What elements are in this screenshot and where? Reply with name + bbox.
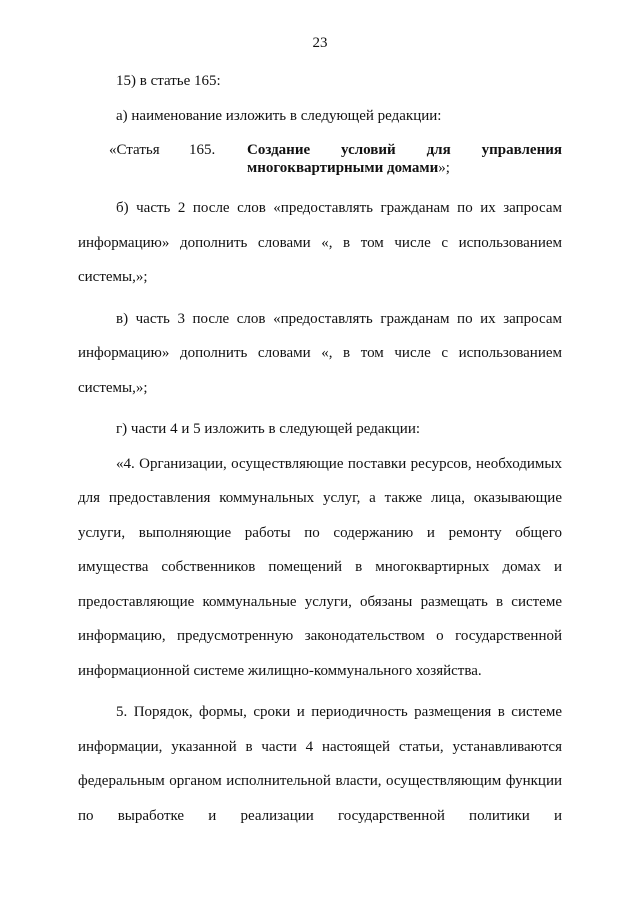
paragraph-subitem-a: а) наименование изложить в следующей редакции:	[116, 107, 442, 124]
paragraph-subitem-v: в) часть 3 после слов «предоставлять гражданам по их запросам информацию» дополнить словами «, в том числе с использованием системы,»;	[78, 310, 562, 396]
paragraph-subitem-b: б) часть 2 после слов «предоставлять гражданам по их запросам информацию» дополнить словами «, в том числе с использованием системы,»;	[78, 200, 562, 285]
article-heading-title	[247, 141, 562, 177]
document-body	[78, 64, 562, 833]
article-heading-prefix: «Статья	[109, 142, 160, 158]
article-heading-title-line1: Создание условий для управления	[247, 142, 562, 158]
article-heading-title-line2: многоквартирными домами	[247, 160, 439, 176]
page-number: 23	[312, 35, 328, 51]
article-heading	[78, 141, 562, 177]
article-heading-number: 165.	[189, 142, 216, 158]
paragraph-subitem-g: г) части 4 и 5 изложить в следующей редакции:	[116, 421, 421, 437]
article-heading-title-tail: »;	[438, 160, 450, 176]
paragraph-part-5: 5. Порядок, формы, сроки и периодичность размещения в системе информации, указанной в части 4 настоящей статьи, устанавливаются федеральным органом исполнительной власти, осуществляющим функции по выработке и реализации государственной политики и	[78, 704, 562, 824]
paragraph-part-4: «4. Организации, осуществляющие поставки ресурсов, необходимых для предоставления коммунальных услуг, а также лица, оказывающие услуги, выполняющие работы по содержанию и ремонту общего имущества собственников помещений в многоквартирных домах и предоставляющие коммунальные услуги, обязаны размещать в системе информацию, предусмотренную законодательством о государственной информационной системе жилищно-коммунального хозяйства.	[78, 455, 562, 679]
paragraph-item-15: 15) в статье 165:	[116, 73, 221, 89]
